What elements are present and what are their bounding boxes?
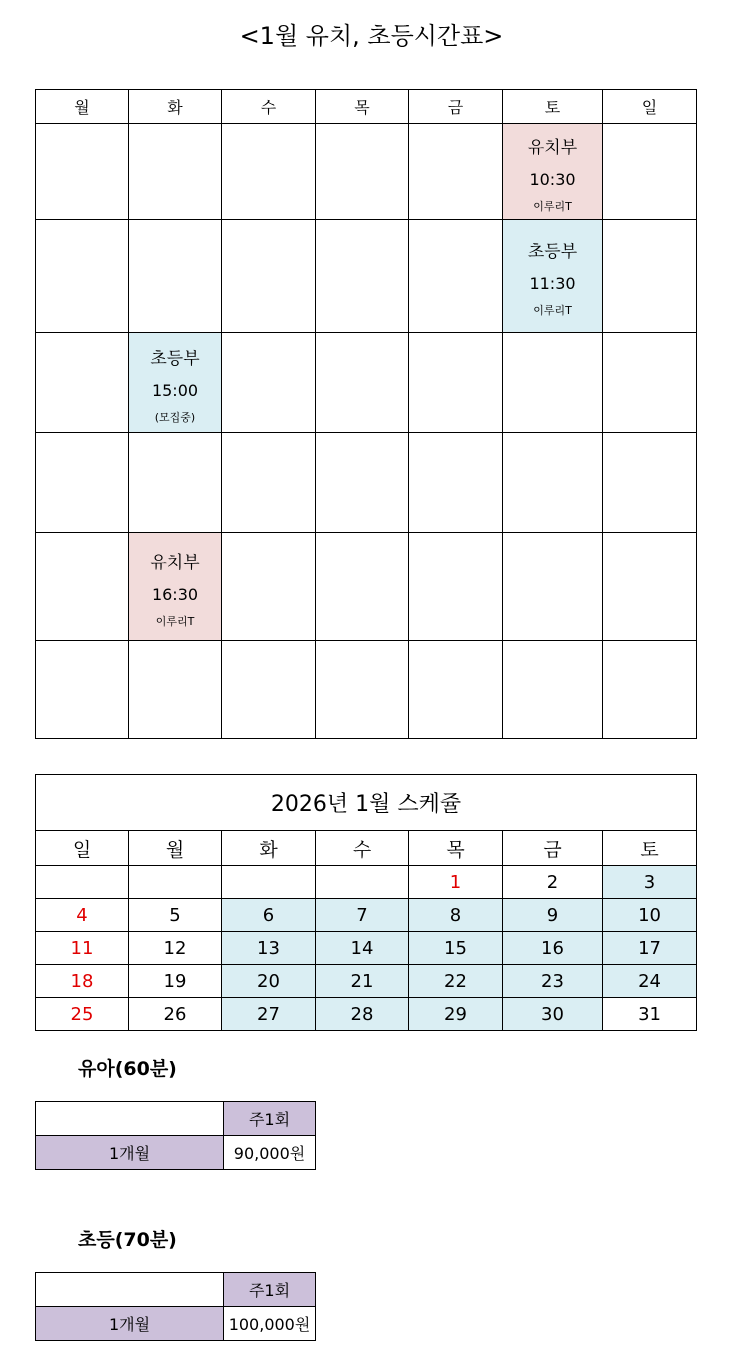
calendar-day-class: 27 (222, 998, 316, 1031)
calendar-day-class: 23 (503, 965, 603, 998)
empty-slot (409, 433, 503, 533)
empty-slot (129, 124, 222, 220)
empty-slot (409, 124, 503, 220)
empty-slot (36, 533, 129, 641)
monthly-calendar (35, 774, 697, 1031)
pricing-corner-cell (36, 1273, 224, 1307)
calendar-title: 2026년 1월 스케쥴 (36, 775, 697, 831)
timetable-header-row (36, 90, 697, 124)
day-header: 금 (409, 90, 503, 124)
timetable-row (36, 641, 697, 739)
empty-slot (222, 433, 316, 533)
day-header: 화 (129, 90, 222, 124)
class-time: 11:30 (529, 274, 576, 293)
calendar-day-class: 8 (409, 899, 503, 932)
calendar-day-class: 14 (316, 932, 409, 965)
class-teacher: 이루리T (155, 614, 195, 628)
class-slot-elementary (503, 220, 603, 333)
calendar-day-class: 29 (409, 998, 503, 1031)
empty-slot (222, 533, 316, 641)
weekday-header: 일 (36, 831, 129, 866)
calendar-day (222, 866, 316, 899)
calendar-day-class: 17 (603, 932, 697, 965)
empty-slot (316, 533, 409, 641)
calendar-day-class: 21 (316, 965, 409, 998)
empty-slot (409, 220, 503, 333)
weekday-header: 수 (316, 831, 409, 866)
day-header: 월 (36, 90, 129, 124)
empty-slot (603, 220, 697, 333)
calendar-week (36, 932, 697, 965)
calendar-day-sunday: 11 (36, 932, 129, 965)
calendar-day: 5 (129, 899, 222, 932)
empty-slot (222, 641, 316, 739)
calendar-day-holiday: 1 (409, 866, 503, 899)
weekday-header: 월 (129, 831, 222, 866)
calendar-day (129, 866, 222, 899)
empty-slot (409, 641, 503, 739)
empty-slot (603, 124, 697, 220)
class-teacher: (모집중) (154, 410, 196, 424)
pricing-column-header: 주1회 (224, 1102, 316, 1136)
empty-slot (316, 220, 409, 333)
calendar-day: 12 (129, 932, 222, 965)
empty-slot (603, 533, 697, 641)
class-time: 10:30 (529, 169, 576, 189)
calendar-day (316, 866, 409, 899)
calendar-day-class: 30 (503, 998, 603, 1031)
timetable-row (36, 433, 697, 533)
calendar-day-class: 6 (222, 899, 316, 932)
elementary-pricing-table (35, 1272, 316, 1341)
calendar-day: 26 (129, 998, 222, 1031)
weekday-header: 화 (222, 831, 316, 866)
empty-slot (222, 220, 316, 333)
class-name: 유치부 (527, 137, 578, 158)
calendar-day: 19 (129, 965, 222, 998)
calendar-day-class: 13 (222, 932, 316, 965)
class-slot-kindergarten (129, 533, 222, 641)
pricing-corner-cell (36, 1102, 224, 1136)
calendar-week (36, 866, 697, 899)
empty-slot (316, 433, 409, 533)
empty-slot (503, 333, 603, 433)
class-slot-elementary (129, 333, 222, 433)
class-name: 유치부 (150, 552, 200, 573)
empty-slot (603, 433, 697, 533)
empty-slot (222, 333, 316, 433)
calendar-day (36, 866, 129, 899)
weekly-timetable (35, 89, 697, 739)
day-header: 수 (222, 90, 316, 124)
class-name: 초등부 (150, 348, 200, 369)
timetable-row (36, 124, 697, 220)
calendar-header-row (36, 831, 697, 866)
timetable-row (36, 533, 697, 641)
empty-slot (316, 641, 409, 739)
calendar-day-class: 10 (603, 899, 697, 932)
empty-slot (36, 433, 129, 533)
pricing-value: 100,000원 (224, 1307, 316, 1341)
kids-pricing-title: 유아(60분) (78, 1058, 177, 1080)
empty-slot (36, 220, 129, 333)
day-header: 토 (503, 90, 603, 124)
day-header: 목 (316, 90, 409, 124)
calendar-day-sunday: 18 (36, 965, 129, 998)
empty-slot (129, 641, 222, 739)
calendar-day: 31 (603, 998, 697, 1031)
calendar-day-class: 22 (409, 965, 503, 998)
empty-slot (503, 533, 603, 641)
day-header: 일 (603, 90, 697, 124)
calendar-week (36, 965, 697, 998)
empty-slot (36, 641, 129, 739)
empty-slot (409, 533, 503, 641)
pricing-value: 90,000원 (224, 1136, 316, 1170)
empty-slot (36, 333, 129, 433)
empty-slot (316, 124, 409, 220)
empty-slot (503, 641, 603, 739)
calendar-day-class: 24 (603, 965, 697, 998)
timetable-row (36, 333, 697, 433)
calendar-day-class: 9 (503, 899, 603, 932)
calendar-day-sunday: 25 (36, 998, 129, 1031)
empty-slot (603, 641, 697, 739)
calendar-day-class: 3 (603, 866, 697, 899)
pricing-column-header: 주1회 (224, 1273, 316, 1307)
class-name: 초등부 (527, 242, 578, 262)
calendar-day-class: 7 (316, 899, 409, 932)
page-title: <1월 유치, 초등시간표> (239, 22, 504, 50)
calendar-day-class: 15 (409, 932, 503, 965)
empty-slot (603, 333, 697, 433)
empty-slot (129, 220, 222, 333)
empty-slot (129, 433, 222, 533)
kids-pricing-table (35, 1101, 316, 1170)
weekday-header: 목 (409, 831, 503, 866)
elementary-pricing-title: 초등(70분) (78, 1229, 177, 1251)
empty-slot (409, 333, 503, 433)
calendar-day-class: 16 (503, 932, 603, 965)
empty-slot (316, 333, 409, 433)
pricing-row-label: 1개월 (36, 1136, 224, 1170)
pricing-row-label: 1개월 (36, 1307, 224, 1341)
weekday-header: 토 (603, 831, 697, 866)
class-teacher: 이루리T (533, 199, 572, 213)
class-time: 16:30 (151, 584, 199, 604)
weekday-header: 금 (503, 831, 603, 866)
class-slot-kindergarten (503, 124, 603, 220)
timetable-row (36, 220, 697, 333)
calendar-day-sunday: 4 (36, 899, 129, 932)
class-time: 15:00 (151, 380, 199, 400)
empty-slot (36, 124, 129, 220)
class-teacher: 이루리T (533, 304, 572, 317)
calendar-day-class: 28 (316, 998, 409, 1031)
calendar-day-class: 20 (222, 965, 316, 998)
empty-slot (503, 433, 603, 533)
empty-slot (222, 124, 316, 220)
calendar-week (36, 998, 697, 1031)
calendar-week (36, 899, 697, 932)
calendar-day: 2 (503, 866, 603, 899)
